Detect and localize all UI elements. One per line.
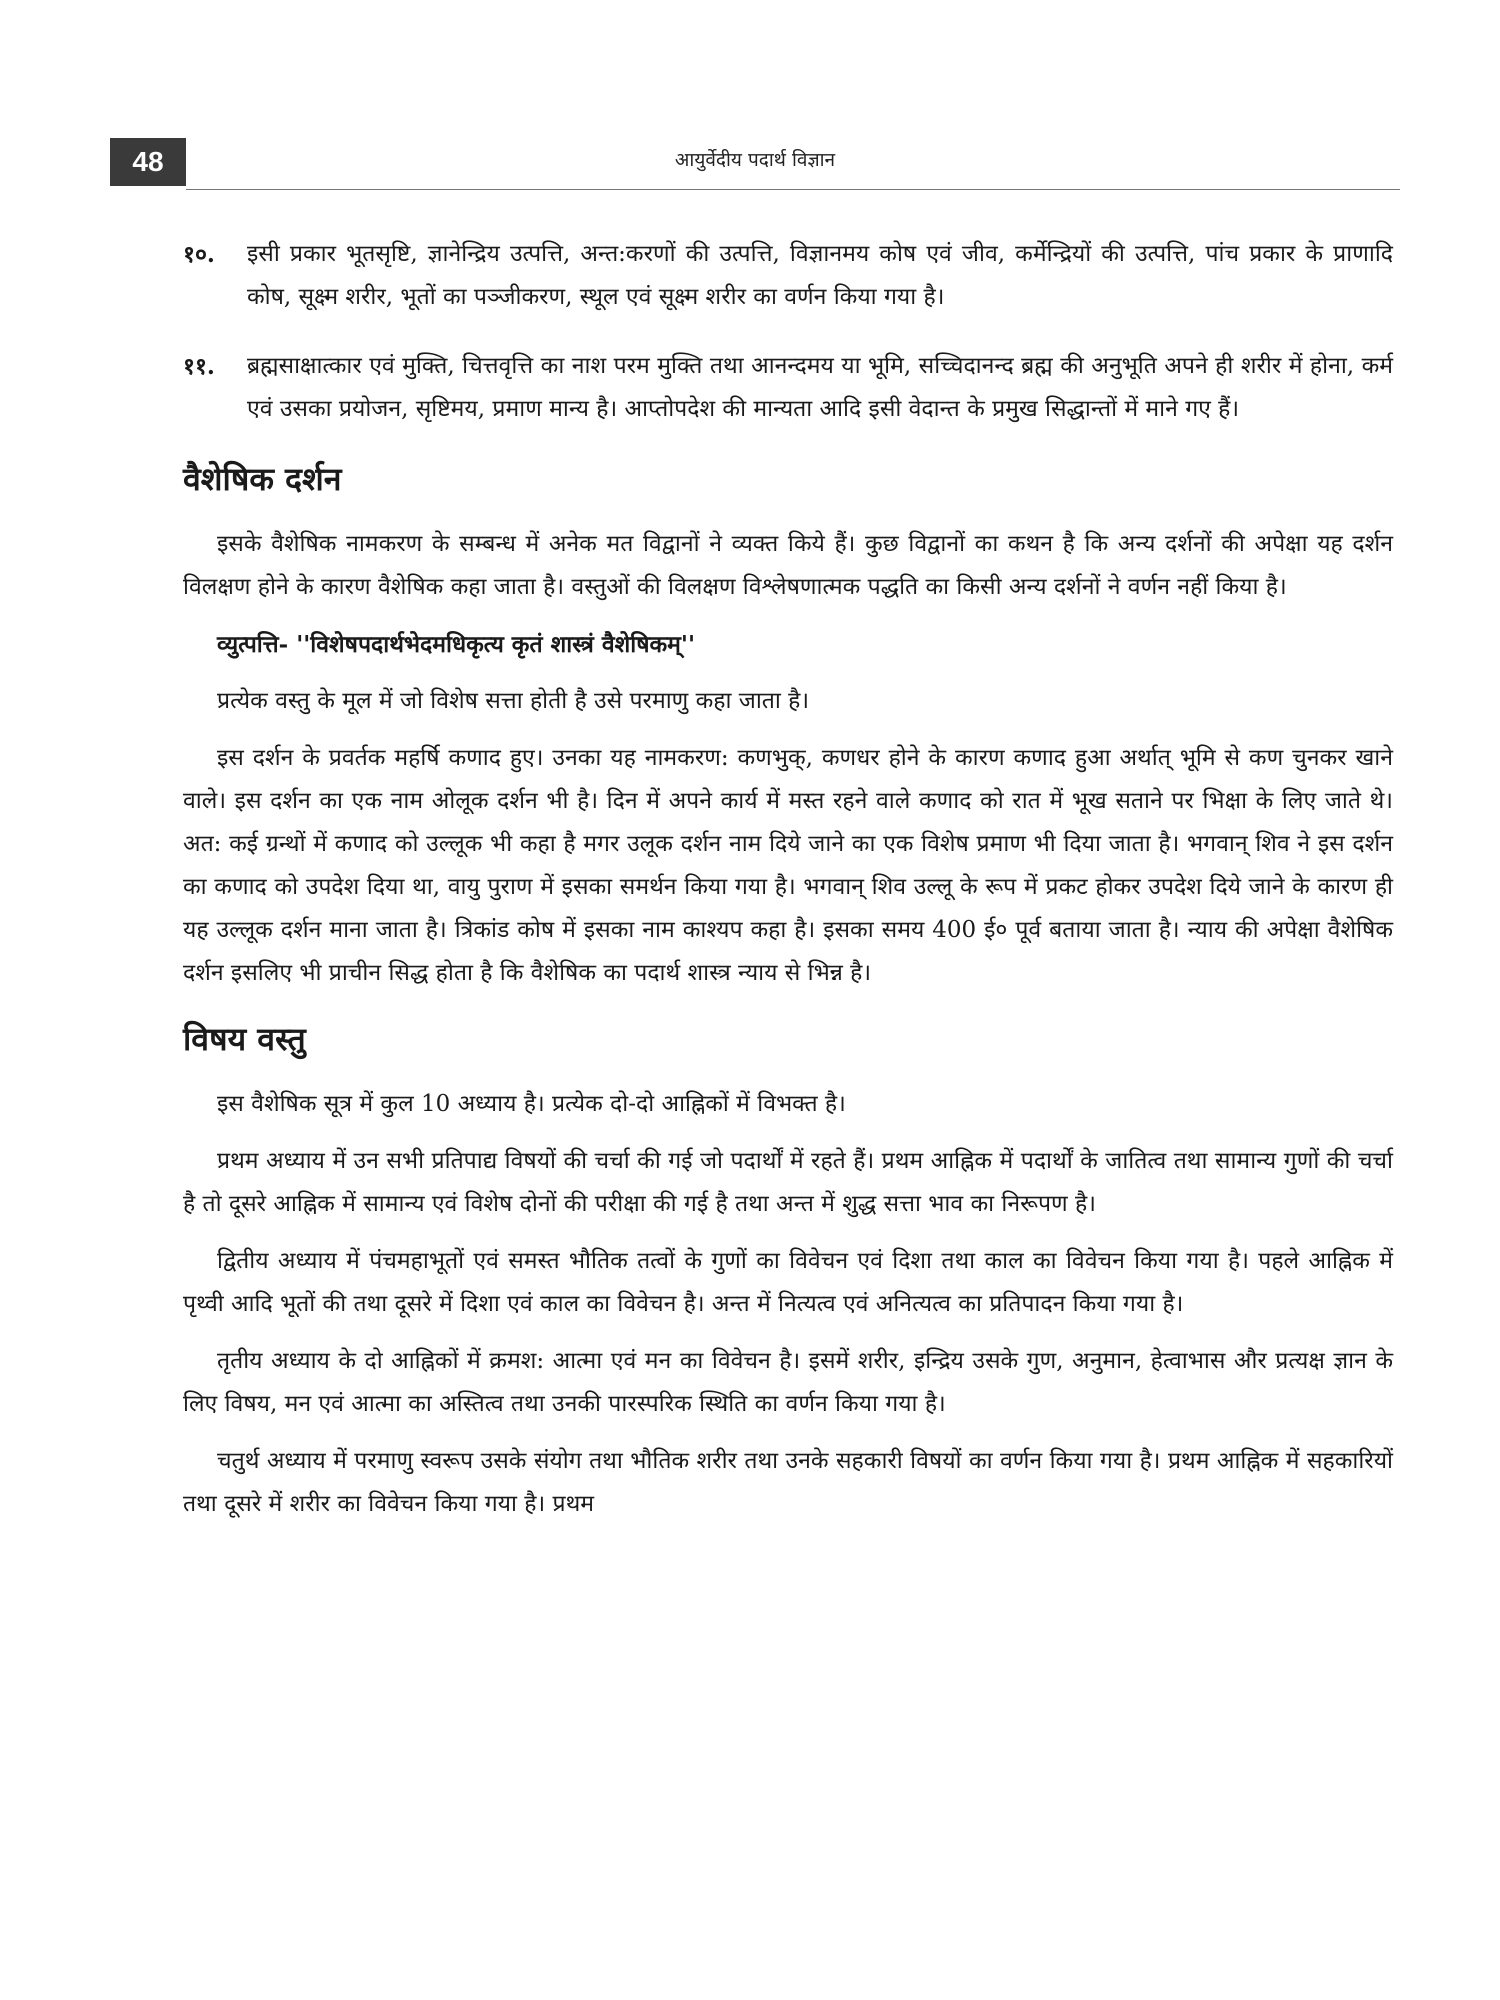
page-header (110, 138, 1400, 188)
section-heading-vaisheshik: वैशेषिक दर्शन (183, 460, 342, 498)
page-body (183, 233, 1393, 1540)
list-item-number: ११. (183, 353, 215, 380)
paragraph: प्रथम अध्याय में उन सभी प्रतिपाद्य विषयों की चर्चा की गई जो पदार्थों में रहते हैं। प्रथम आह्निक में पदार्थों के जातित्व तथा सामान्य गुणों की चर्चा है तो दूसरे आह्निक में सामान्य एवं विशेष दोनों की परीक्षा की गई है तथा अन्त में शुद्ध सत्ता भाव का निरूपण है। (183, 1148, 1393, 1217)
paragraph: प्रत्येक वस्तु के मूल में जो विशेष सत्ता होती है उसे परमाणु कहा जाता है। (217, 688, 810, 714)
paragraph: चतुर्थ अध्याय में परमाणु स्वरूप उसके संयोग तथा भौतिक शरीर तथा उनके सहकारी विषयों का वर्णन किया गया है। प्रथम आह्निक में सहकारियों तथा दूसरे में शरीर का विवेचन किया गया है। प्रथम (183, 1448, 1393, 1517)
list-item (183, 345, 1393, 431)
paragraph: इस दर्शन के प्रवर्तक महर्षि कणाद हुए। उनका यह नामकरण: कणभुक्, कणधर होने के कारण कणाद हुआ अर्थात् भूमि से कण चुनकर खाने वाले। इस दर्शन का एक नाम ओलूक दर्शन भी है। दिन में अपने कार्य में मस्त रहने वाले कणाद को रात में भूख सताने पर भिक्षा के लिए जाते थे। अत: कई ग्रन्थों में कणाद को उल्लूक भी कहा है मगर उलूक दर्शन नाम दिये जाने का एक विशेष प्रमाण भी दिया जाता है। भगवान् शिव ने इस दर्शन का कणाद को उपदेश दिया था, वायु पुराण में इसका समर्थन किया गया है। भगवान् शिव उल्लू के रूप में प्रकट होकर उपदेश दिये जाने के कारण ही यह उल्लूक दर्शन माना जाता है। त्रिकांड कोष में इसका नाम काश्यप कहा है। इसका समय 400 ई० पूर्व बताया जाता है। न्याय की अपेक्षा वैशेषिक दर्शन इसलिए भी प्राचीन सिद्ध होता है कि वैशेषिक का पदार्थ शास्त्र न्याय से भिन्न है। (183, 745, 1393, 986)
paragraph: द्वितीय अध्याय में पंचमहाभूतों एवं समस्त भौतिक तत्वों के गुणों का विवेचन एवं दिशा तथा काल का विवेचन किया गया है। पहले आह्निक में पृथ्वी आदि भूतों की तथा दूसरे में दिशा एवं काल का विवेचन है। अन्त में नित्यत्व एवं अनित्यत्व का प्रतिपादन किया गया है। (183, 1248, 1393, 1317)
page-number: 48 (110, 138, 186, 186)
derivation-line: व्युत्पत्ति- ''विशेषपदार्थभेदमधिकृत्य कृतं शास्त्रं वैशेषिकम्'' (217, 631, 696, 658)
running-title: आयुर्वेदीय पदार्थ विज्ञान (674, 149, 836, 171)
header-rule (186, 189, 1400, 190)
list-item-text: इसी प्रकार भूतसृष्टि, ज्ञानेन्द्रिय उत्पत्ति, अन्त:करणों की उत्पत्ति, विज्ञानमय कोष एवं जीव, कर्मेन्द्रियों की उत्पत्ति, पांच प्रकार के प्राणादि कोष, सूक्ष्म शरीर, भूतों का पञ्जीकरण, स्थूल एवं सूक्ष्म शरीर का वर्णन किया गया है। (247, 241, 1393, 310)
section-heading-subject-matter: विषय वस्तु (183, 1020, 306, 1058)
list-item-text: ब्रह्मसाक्षात्कार एवं मुक्ति, चित्तवृत्ति का नाश परम मुक्ति तथा आनन्दमय या भूमि, सच्चिदानन्द ब्रह्म की अनुभूति अपने ही शरीर में होना, कर्म एवं उसका प्रयोजन, सृष्टिमय, प्रमाण मान्य है। आप्तोपदेश की मान्यता आदि इसी वेदान्त के प्रमुख सिद्धान्तों में माने गए हैं। (247, 353, 1393, 422)
paragraph: इस वैशेषिक सूत्र में कुल 10 अध्याय है। प्रत्येक दो-दो आह्निकों में विभक्त है। (217, 1091, 846, 1117)
list-item (183, 233, 1393, 319)
list-item-number: १०. (183, 241, 215, 268)
paragraph: तृतीय अध्याय के दो आह्निकों में क्रमश: आत्मा एवं मन का विवेचन है। इसमें शरीर, इन्द्रिय उसके गुण, अनुमान, हेत्वाभास और प्रत्यक्ष ज्ञान के लिए विषय, मन एवं आत्मा का अस्तित्व तथा उनकी पारस्परिक स्थिति का वर्णन किया गया है। (183, 1348, 1393, 1417)
paragraph: इसके वैशेषिक नामकरण के सम्बन्ध में अनेक मत विद्वानों ने व्यक्त किये हैं। कुछ विद्वानों का कथन है कि अन्य दर्शनों की अपेक्षा यह दर्शन विलक्षण होने के कारण वैशेषिक कहा जाता है। वस्तुओं की विलक्षण विश्लेषणात्मक पद्धति का किसी अन्य दर्शनों ने वर्णन नहीं किया है। (183, 531, 1393, 600)
